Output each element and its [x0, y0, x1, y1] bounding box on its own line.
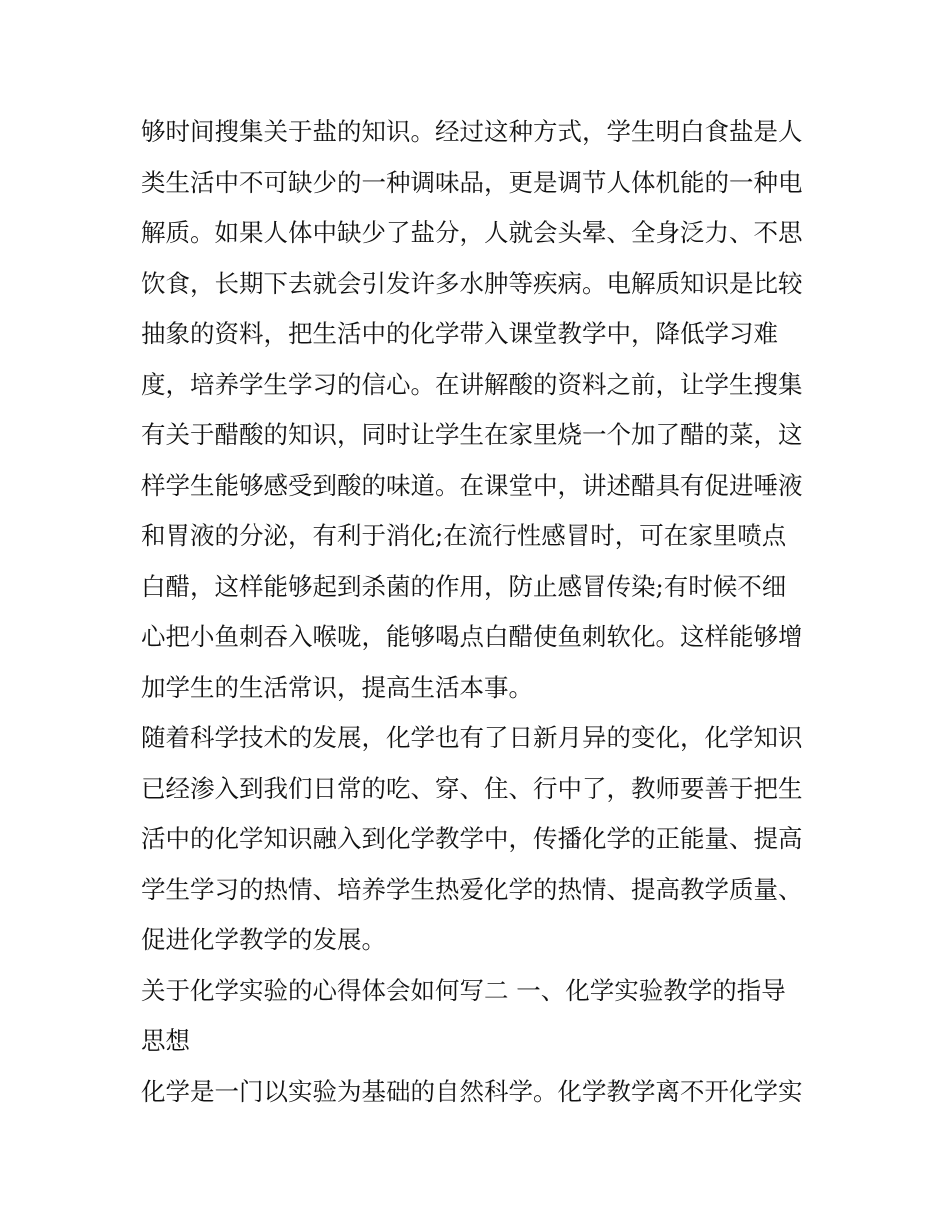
text-line: 活中的化学知识融入到化学教学中，传播化学的正能量、提高 [141, 824, 803, 853]
text-line: 化学是一门以实验为基础的自然科学。化学教学离不开化学实 [141, 1076, 803, 1106]
text-line: 学生学习的热情、培养学生热爱化学的热情、提高教学质量、 [141, 874, 803, 904]
text-line: 心把小鱼刺吞入喉咙，能够喝点白醋使鱼刺软化。这样能够增 [141, 622, 803, 651]
text-line: 有关于醋酸的知识，同时让学生在家里烧一个加了醋的菜，这 [141, 420, 803, 449]
text-line: 已经渗入到我们日常的吃、穿、住、行中了，教师要善于把生 [141, 773, 803, 803]
text-line: 加学生的生活常识，提高生活本事。 [141, 672, 533, 702]
text-line: 随着科学技术的发展，化学也有了日新月异的变化，化学知识 [141, 723, 803, 752]
section-heading-line: 关于化学实验的心得体会如何写二 一、化学实验教学的指导 [141, 975, 786, 1005]
section-heading-line: 思想 [141, 1026, 190, 1055]
text-line: 饮食，长期下去就会引发许多水肿等疾病。电解质知识是比较 [141, 268, 803, 298]
text-line: 解质。如果人体中缺少了盐分，人就会头晕、全身泛力、不思 [141, 218, 803, 247]
text-line: 白醋，这样能够起到杀菌的作用，防止感冒传染;有时候不细 [141, 571, 787, 601]
text-line: 样学生能够感受到酸的味道。在课堂中，讲述醋具有促进唾液 [141, 470, 803, 500]
text-line: 类生活中不可缺少的一种调味品，更是调节人体机能的一种电 [141, 167, 803, 197]
text-line: 抽象的资料，把生活中的化学带入课堂教学中，降低学习难 [141, 319, 778, 348]
body-text [141, 107, 821, 1117]
text-line: 够时间搜集关于盐的知识。经过这种方式，学生明白食盐是人 [141, 117, 803, 146]
text-line: 度，培养学生学习的信心。在讲解酸的资料之前，让学生搜集 [141, 369, 803, 399]
text-line: 促进化学教学的发展。 [141, 925, 386, 954]
text-line: 和胃液的分泌，有利于消化;在流行性感冒时，可在家里喷点 [141, 521, 787, 550]
